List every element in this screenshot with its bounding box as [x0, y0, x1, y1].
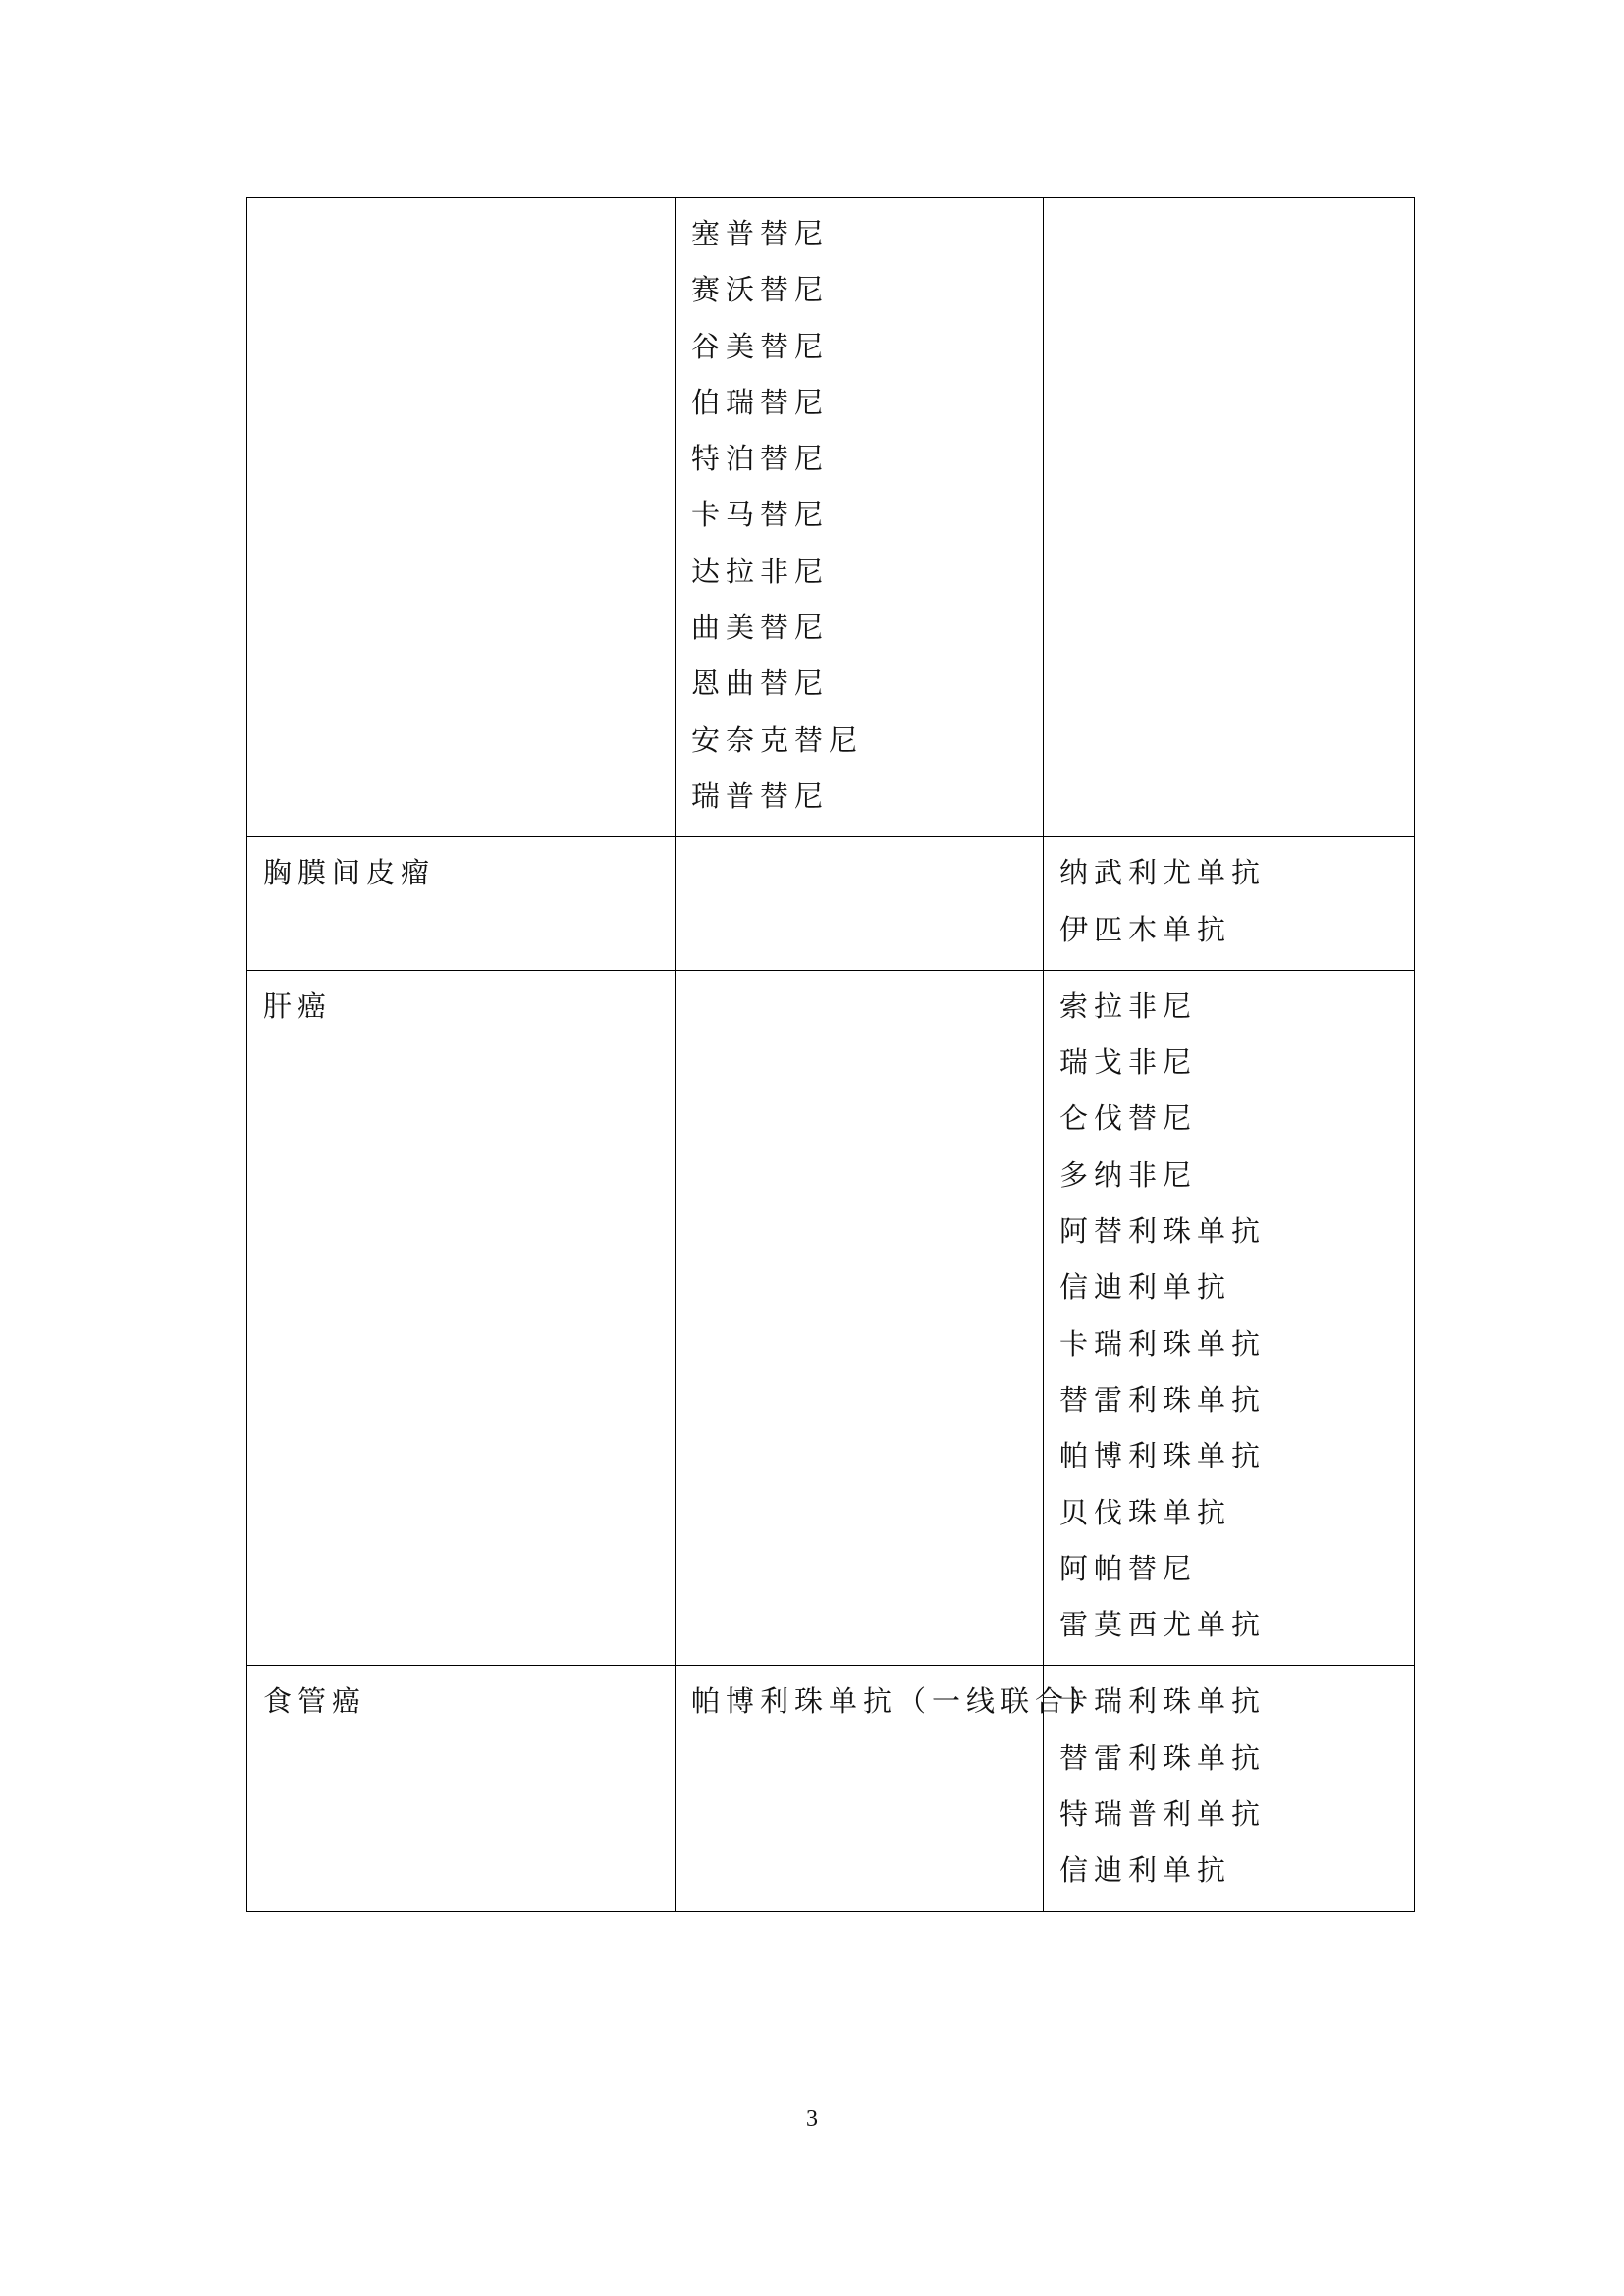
drug-name: 仑伐替尼 [1059, 1101, 1198, 1136]
drug-name: 替雷利珠单抗 [1059, 1382, 1267, 1416]
drug-name: 伊匹木单抗 [1059, 912, 1232, 946]
drug-name: 恩曲替尼 [691, 667, 830, 701]
drug-name: 安奈克替尼 [691, 722, 864, 757]
drug-name: 替雷利珠单抗 [1059, 1740, 1267, 1775]
drug-name: 信迪利单抗 [1059, 1853, 1232, 1888]
cancer-type-cell [247, 1666, 676, 1911]
drug-name: 信迪利单抗 [1059, 1270, 1232, 1305]
drug-name: 瑞戈非尼 [1059, 1045, 1198, 1080]
drug-name: 索拉非尼 [1059, 988, 1198, 1023]
drug-name: 贝伐珠单抗 [1059, 1495, 1232, 1529]
drug-name: 纳武利尤单抗 [1059, 856, 1267, 890]
cancer-type-label: 食管癌 [263, 1684, 367, 1719]
drug-name: 多纳非尼 [1059, 1157, 1198, 1192]
drug-list-cell-2 [676, 198, 1044, 837]
table-body [247, 198, 1415, 1912]
cancer-type-label: 肝癌 [263, 988, 333, 1023]
drug-name: 雷莫西尤单抗 [1059, 1608, 1267, 1642]
drug-list-cell-3 [1044, 970, 1415, 1666]
table-row [247, 970, 1415, 1666]
drug-list-cell-3 [1044, 1666, 1415, 1911]
drug-list-cell-3 [1044, 837, 1415, 971]
table-row [247, 198, 1415, 837]
drug-name: 阿替利珠单抗 [1059, 1214, 1267, 1249]
drug-name: 卡马替尼 [691, 498, 830, 532]
drug-name: 塞普替尼 [691, 217, 830, 250]
drug-name: 曲美替尼 [691, 611, 830, 645]
page-number: 3 [806, 2107, 818, 2132]
drug-list-cell-2 [676, 1666, 1105, 1911]
cancer-type-cell [247, 837, 676, 971]
drug-list-cell-2 [676, 837, 1044, 971]
drug-name: 帕博利珠单抗（一线联合） [691, 1684, 1105, 1719]
drug-name: 特泊替尼 [691, 442, 830, 476]
table-row [247, 837, 1415, 971]
drug-name: 谷美替尼 [691, 329, 830, 363]
drug-name: 赛沃替尼 [691, 273, 830, 307]
cancer-type-label: 胸膜间皮瘤 [263, 856, 436, 890]
drug-name: 瑞普替尼 [691, 778, 830, 813]
drug-list-cell-2 [676, 970, 1044, 1666]
drug-table [246, 197, 1415, 1912]
table-row [247, 1666, 1415, 1911]
drug-name: 达拉非尼 [691, 554, 830, 588]
drug-list-cell-3 [1044, 198, 1415, 837]
cancer-type-cell [247, 970, 676, 1666]
drug-name: 卡瑞利珠单抗 [1059, 1326, 1267, 1361]
drug-name: 阿帕替尼 [1059, 1551, 1198, 1585]
drug-name: 伯瑞替尼 [691, 385, 830, 419]
drug-name: 卡瑞利珠单抗 [1059, 1684, 1267, 1719]
drug-name: 帕博利珠单抗 [1059, 1439, 1267, 1473]
cancer-type-cell [247, 198, 676, 837]
drug-name: 特瑞普利单抗 [1059, 1797, 1267, 1832]
